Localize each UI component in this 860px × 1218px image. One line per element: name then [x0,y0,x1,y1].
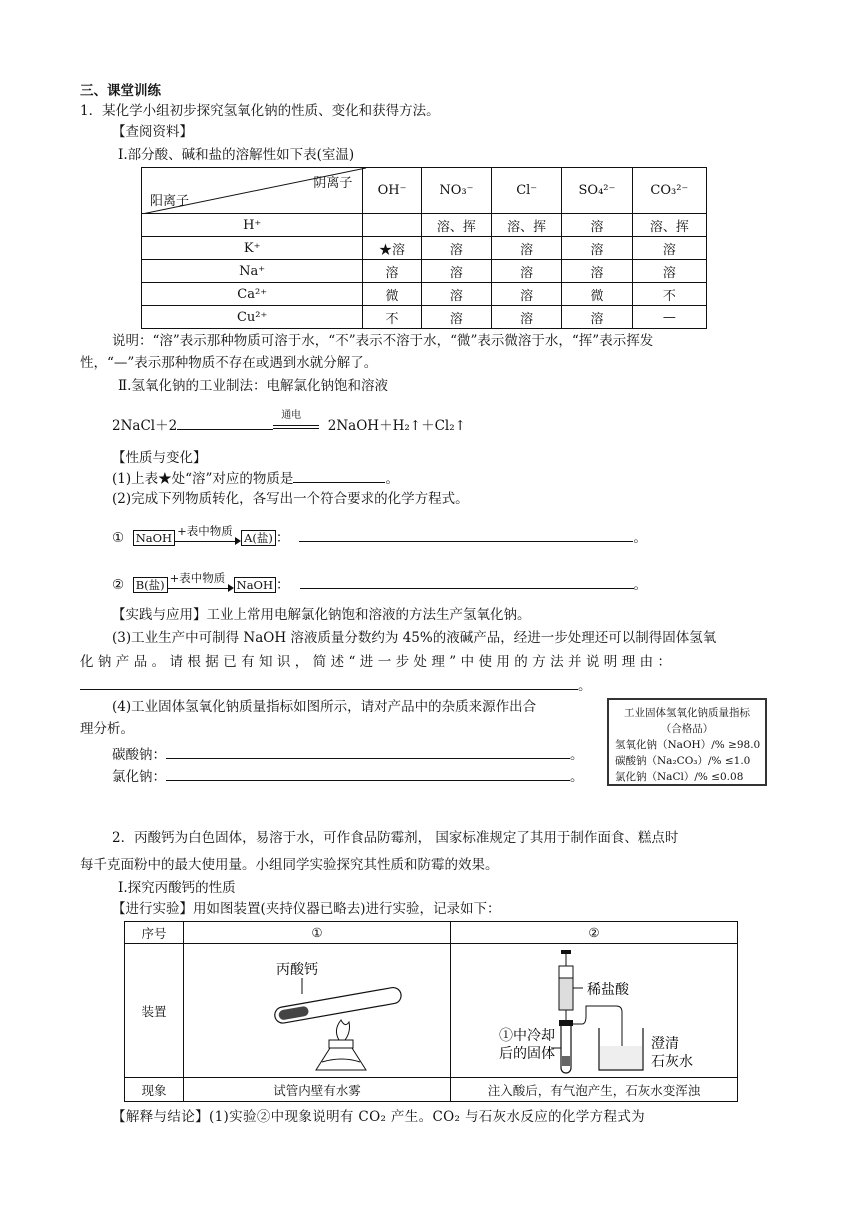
conversion-1 [112,523,647,547]
q1-4-line2: 理分析。 [80,721,134,737]
solubility-cell: 溶 [562,260,632,283]
fig2-lime-1: 澄清 [651,1036,679,1052]
colon: ： [276,577,290,593]
arrow-label: +表中物质 [177,523,233,538]
q1-2: (2)完成下列物质转化，各写出一个符合要求的化学方程式。 [112,491,469,507]
solubility-cell: 溶 [421,237,491,260]
part2-title: Ⅱ.氢氧化钠的工业制法：电解氯化钠饱和溶液 [118,378,388,394]
part1-title: Ⅰ.部分酸、碱和盐的溶解性如下表(室温) [118,147,355,163]
solubility-cell: 溶 [421,283,491,306]
table-row [142,237,707,260]
solubility-table [141,167,707,329]
syringe-limewater-diagram-icon [451,944,737,1078]
apparatus-2 [451,944,738,1078]
equation-right: 2NaOH＋H₂↑＋Cl₂↑ [327,418,466,434]
solubility-cell: 溶、挥 [421,214,491,237]
corner-anion: 阴离子 [313,176,353,191]
solubility-cell: 溶 [562,306,632,329]
conversion-number: ① [112,530,125,546]
spec-line: 氢氧化钠（NaOH）/% ≥98.0 [615,739,761,751]
equals-sign [273,409,319,434]
anion-header: SO₄²⁻ [562,168,632,214]
table-row [142,260,707,283]
blank-end: 。 [570,747,584,763]
cation-cell: K⁺ [142,237,363,260]
solubility-cell: 溶 [421,306,491,329]
electrolysis-condition: 通电 [281,409,302,421]
solubility-cell: 微 [562,283,632,306]
row-label-apparatus: 装置 [125,944,184,1078]
solubility-cell: 溶、挥 [492,214,562,237]
anion-header: OH⁻ [363,168,421,214]
q1-1 [112,469,399,488]
conversion-to-box: A(盐) [241,530,276,546]
solubility-cell: 溶 [363,260,421,283]
reaction-arrow-icon [168,570,234,593]
heating-tube-diagram-icon [184,944,450,1078]
solubility-cell: 溶 [632,237,706,260]
nacl-answer [112,767,584,786]
electrolysis-equation [112,409,466,435]
q1-1-end: 。 [385,471,399,487]
q1-3-end: 。 [578,678,592,694]
na2co3-answer [112,745,584,764]
fig1-label: 丙酸钙 [276,962,318,978]
nacl-answer-blank[interactable] [166,767,570,781]
solubility-cell: — [632,306,706,329]
row-label-phenomenon: 现象 [125,1078,184,1102]
conversion-to-box: NaOH [234,577,276,593]
cation-cell: Ca²⁺ [142,283,363,306]
conversion-2 [112,570,648,594]
arrow-label: +表中物质 [169,570,226,585]
anion-header: CO₃²⁻ [632,168,706,214]
blank-end: 。 [570,769,584,785]
ref-heading: 【查阅资料】 [112,124,193,140]
solubility-cell: 溶、挥 [632,214,706,237]
table-corner [142,168,363,214]
spec-subtitle: （合格品） [660,723,714,735]
solubility-cell: 溶 [492,260,562,283]
conversion-from-box: NaOH [133,530,175,546]
fig2-solid-1: ①中冷却 [499,1028,555,1044]
solubility-cell: 不 [632,283,706,306]
conversion-from-box: B(盐) [133,577,168,593]
solubility-cell: 溶 [421,260,491,283]
q2-intro-2: 每千克面粉中的最大使用量。小组同学实验探究其性质和防霉的效果。 [80,857,499,873]
equation-left: 2NaCl＋2 [112,418,178,434]
q2-part1: Ⅰ.探究丙酸钙的性质 [118,880,236,896]
cation-cell: Na⁺ [142,260,363,283]
q2-intro-1: 2．丙酸钙为白色固体，易溶于水，可作食品防霉剂， 国家标准规定了其用于制作面食、糕点时 [112,830,679,846]
fig2-acid: 稀盐酸 [587,982,629,998]
solubility-cell: 溶 [492,237,562,260]
properties-heading: 【性质与变化】 [112,450,207,466]
practice-heading: 【实践与应用】工业上常用电解氯化钠饱和溶液的方法生产氢氧化钠。 [112,607,531,623]
conversion-1-answer-blank[interactable] [299,528,633,542]
solubility-cell: 溶 [632,260,706,283]
solubility-cell: 不 [363,306,421,329]
solubility-cell: 微 [363,283,421,306]
experiment-table [124,921,738,1102]
q1-1-answer-blank[interactable] [293,469,385,483]
conversion-end: 。 [633,577,648,593]
conversion-2-answer-blank[interactable] [300,575,634,589]
solubility-cell: 溶 [492,283,562,306]
anion-header: Cl⁻ [492,168,562,214]
table-row [142,306,707,329]
nacl-label: 氯化钠： [112,769,166,785]
conversion-end: 。 [633,530,647,546]
table-note-2: 性，“—”表示那种物质不存在或遇到水就分解了。 [80,355,378,371]
spec-line: 碳酸钠（Na₂CO₃）/% ≤1.0 [615,755,751,767]
phenomenon-2: 注入酸后，有气泡产生，石灰水变浑浊 [451,1078,738,1102]
cation-cell: Cu²⁺ [142,306,363,329]
reaction-arrow-icon [175,523,241,546]
table-row [142,283,707,306]
phenomenon-1: 试管内壁有水雾 [184,1078,451,1102]
q1-3-line2: 化钠产品。请根据已有知识，简述“进一步处理”中使用的方法并说明理由： [80,654,676,670]
fig2-lime-2: 石灰水 [651,1054,693,1070]
q1-intro: 1．某化学小组初步探究氢氧化钠的性质、变化和获得方法。 [80,103,440,119]
corner-cation: 阳离子 [150,194,190,209]
anion-header: NO₃⁻ [421,168,491,214]
col-header-number: 序号 [125,922,184,944]
solubility-cell: 溶 [562,237,632,260]
q2-exp-heading: 【进行实验】用如图装置(夹持仪器已略去)进行实验，记录如下： [112,901,501,917]
section-title: 三、课堂训练 [80,83,161,99]
spec-line: 氯化钠（NaCl）/% ≤0.08 [615,771,744,783]
solubility-cell [363,214,421,237]
apparatus-1 [184,944,451,1078]
na2co3-answer-blank[interactable] [166,745,570,759]
col-header-exp1: ① [184,922,451,944]
conversion-number: ② [112,577,125,593]
table-note-1: 说明：“溶”表示那种物质可溶于水，“不”表示不溶于水，“微”表示微溶于水，“挥”表示挥发 [112,333,654,349]
solubility-cell: 溶 [492,306,562,329]
q1-3-answer [80,676,592,695]
naoh-spec-box [607,698,767,786]
q2-conclusion: 【解释与结论】(1)实验②中现象说明有 CO₂ 产生。CO₂ 与石灰水反应的化学方程式为 [112,1109,646,1125]
solubility-cell: ★溶 [363,237,421,260]
cation-cell: H⁺ [142,214,363,237]
apparatus-row [125,944,738,1078]
q1-1-text: (1)上表★处“溶”对应的物质是 [112,471,294,487]
solubility-cell: 溶 [562,214,632,237]
q1-4-line1: (4)工业固体氢氧化钠质量指标如图所示，请对产品中的杂质来源作出合 [112,699,537,715]
table-row [142,214,707,237]
colon: ： [275,530,290,546]
equation-blank[interactable] [177,416,273,430]
spec-title: 工业固体氢氧化钠质量指标 [624,707,750,719]
q1-3-answer-blank[interactable] [80,676,578,690]
na2co3-label: 碳酸钠： [112,747,166,763]
q1-3-line1: (3)工业生产中可制得 NaOH 溶液质量分数约为 45%的液碱产品，经进一步处理还可以制得固体氢氧 [112,630,717,646]
fig2-solid-2: 后的固体 [499,1046,555,1062]
col-header-exp2: ② [451,922,738,944]
